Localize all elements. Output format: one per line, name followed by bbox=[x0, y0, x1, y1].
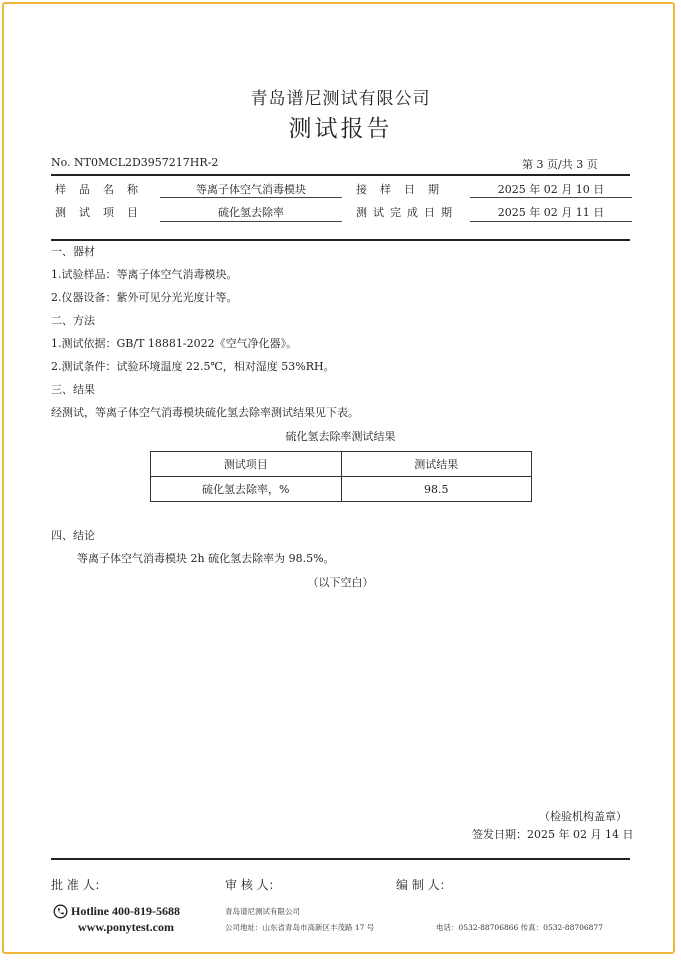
table-cell-result: 98.5 bbox=[341, 477, 532, 502]
sample-name-underline bbox=[160, 197, 342, 198]
footer-phone-fax: 电话：0532-88706866 传真：0532-88706877 bbox=[436, 923, 603, 932]
conclusion-heading: 四、结论 bbox=[51, 529, 95, 542]
completed-date-underline bbox=[470, 221, 632, 222]
condition-line: 2.测试条件：试验环境温度 22.5℃，相对湿度 53%RH。 bbox=[51, 360, 335, 373]
reviewer-label: 审 核 人： bbox=[225, 878, 281, 892]
table-header-row bbox=[151, 452, 532, 477]
phone-icon bbox=[53, 904, 68, 919]
method-heading: 二、方法 bbox=[51, 314, 95, 327]
table-title: 硫化氢去除率测试结果 bbox=[285, 430, 396, 443]
info-top-rule bbox=[51, 174, 630, 176]
result-heading: 三、结果 bbox=[51, 383, 95, 396]
sample-name-value: 等离子体空气消毒模块 bbox=[196, 183, 306, 196]
footer-company: 青岛谱尼测试有限公司 bbox=[225, 907, 300, 916]
hotline-block bbox=[53, 904, 180, 919]
table-header-cell: 测试结果 bbox=[341, 452, 532, 477]
issue-date: 签发日期：2025 年 02 月 14 日 bbox=[472, 828, 634, 841]
test-item-label: 测试项目 bbox=[55, 206, 151, 219]
received-date-label: 接样日期 bbox=[356, 183, 452, 196]
blank-note: （以下空白） bbox=[307, 576, 374, 589]
test-item-underline bbox=[160, 221, 342, 222]
footer-address: 公司地址：山东省青岛市高新区丰茂路 17 号 bbox=[225, 923, 375, 932]
table-header-cell: 测试项目 bbox=[151, 452, 342, 477]
completed-date-value: 2025 年 02 月 11 日 bbox=[497, 206, 605, 219]
test-item-value: 硫化氢去除率 bbox=[218, 206, 284, 219]
result-table bbox=[150, 451, 532, 502]
compiler-label: 编 制 人： bbox=[396, 878, 452, 892]
info-bottom-rule bbox=[51, 239, 630, 241]
equipment-heading: 一、器材 bbox=[51, 245, 95, 258]
report-number: No. NT0MCL2D3957217HR-2 bbox=[51, 156, 219, 169]
conclusion-text: 等离子体空气消毒模块 2h 硫化氢去除率为 98.5%。 bbox=[77, 552, 335, 565]
page-indicator: 第 3 页/共 3 页 bbox=[522, 158, 598, 171]
footer-rule bbox=[51, 858, 630, 860]
stamp-note: （检验机构盖章） bbox=[539, 810, 627, 823]
hotline-text: Hotline 400-819-5688 bbox=[71, 904, 180, 918]
approver-label: 批 准 人： bbox=[51, 878, 107, 892]
result-intro: 经测试，等离子体空气消毒模块硫化氢去除率测试结果见下表。 bbox=[51, 406, 359, 419]
company-name: 青岛谱尼测试有限公司 bbox=[250, 89, 431, 109]
sample-line: 1.试验样品：等离子体空气消毒模块。 bbox=[51, 268, 238, 281]
received-date-value: 2025 年 02 月 10 日 bbox=[497, 183, 605, 196]
sample-name-label: 样品名称 bbox=[55, 183, 151, 196]
instrument-line: 2.仪器设备：紫外可见分光光度计等。 bbox=[51, 291, 238, 304]
completed-date-label: 测试完成日期 bbox=[356, 206, 458, 219]
received-date-underline bbox=[470, 197, 632, 198]
table-cell-item: 硫化氢去除率，% bbox=[151, 477, 342, 502]
website-link[interactable]: www.ponytest.com bbox=[78, 920, 174, 934]
table-row bbox=[151, 477, 532, 502]
report-title: 测试报告 bbox=[288, 116, 393, 142]
basis-line: 1.测试依据：GB/T 18881-2022《空气净化器》。 bbox=[51, 337, 298, 350]
